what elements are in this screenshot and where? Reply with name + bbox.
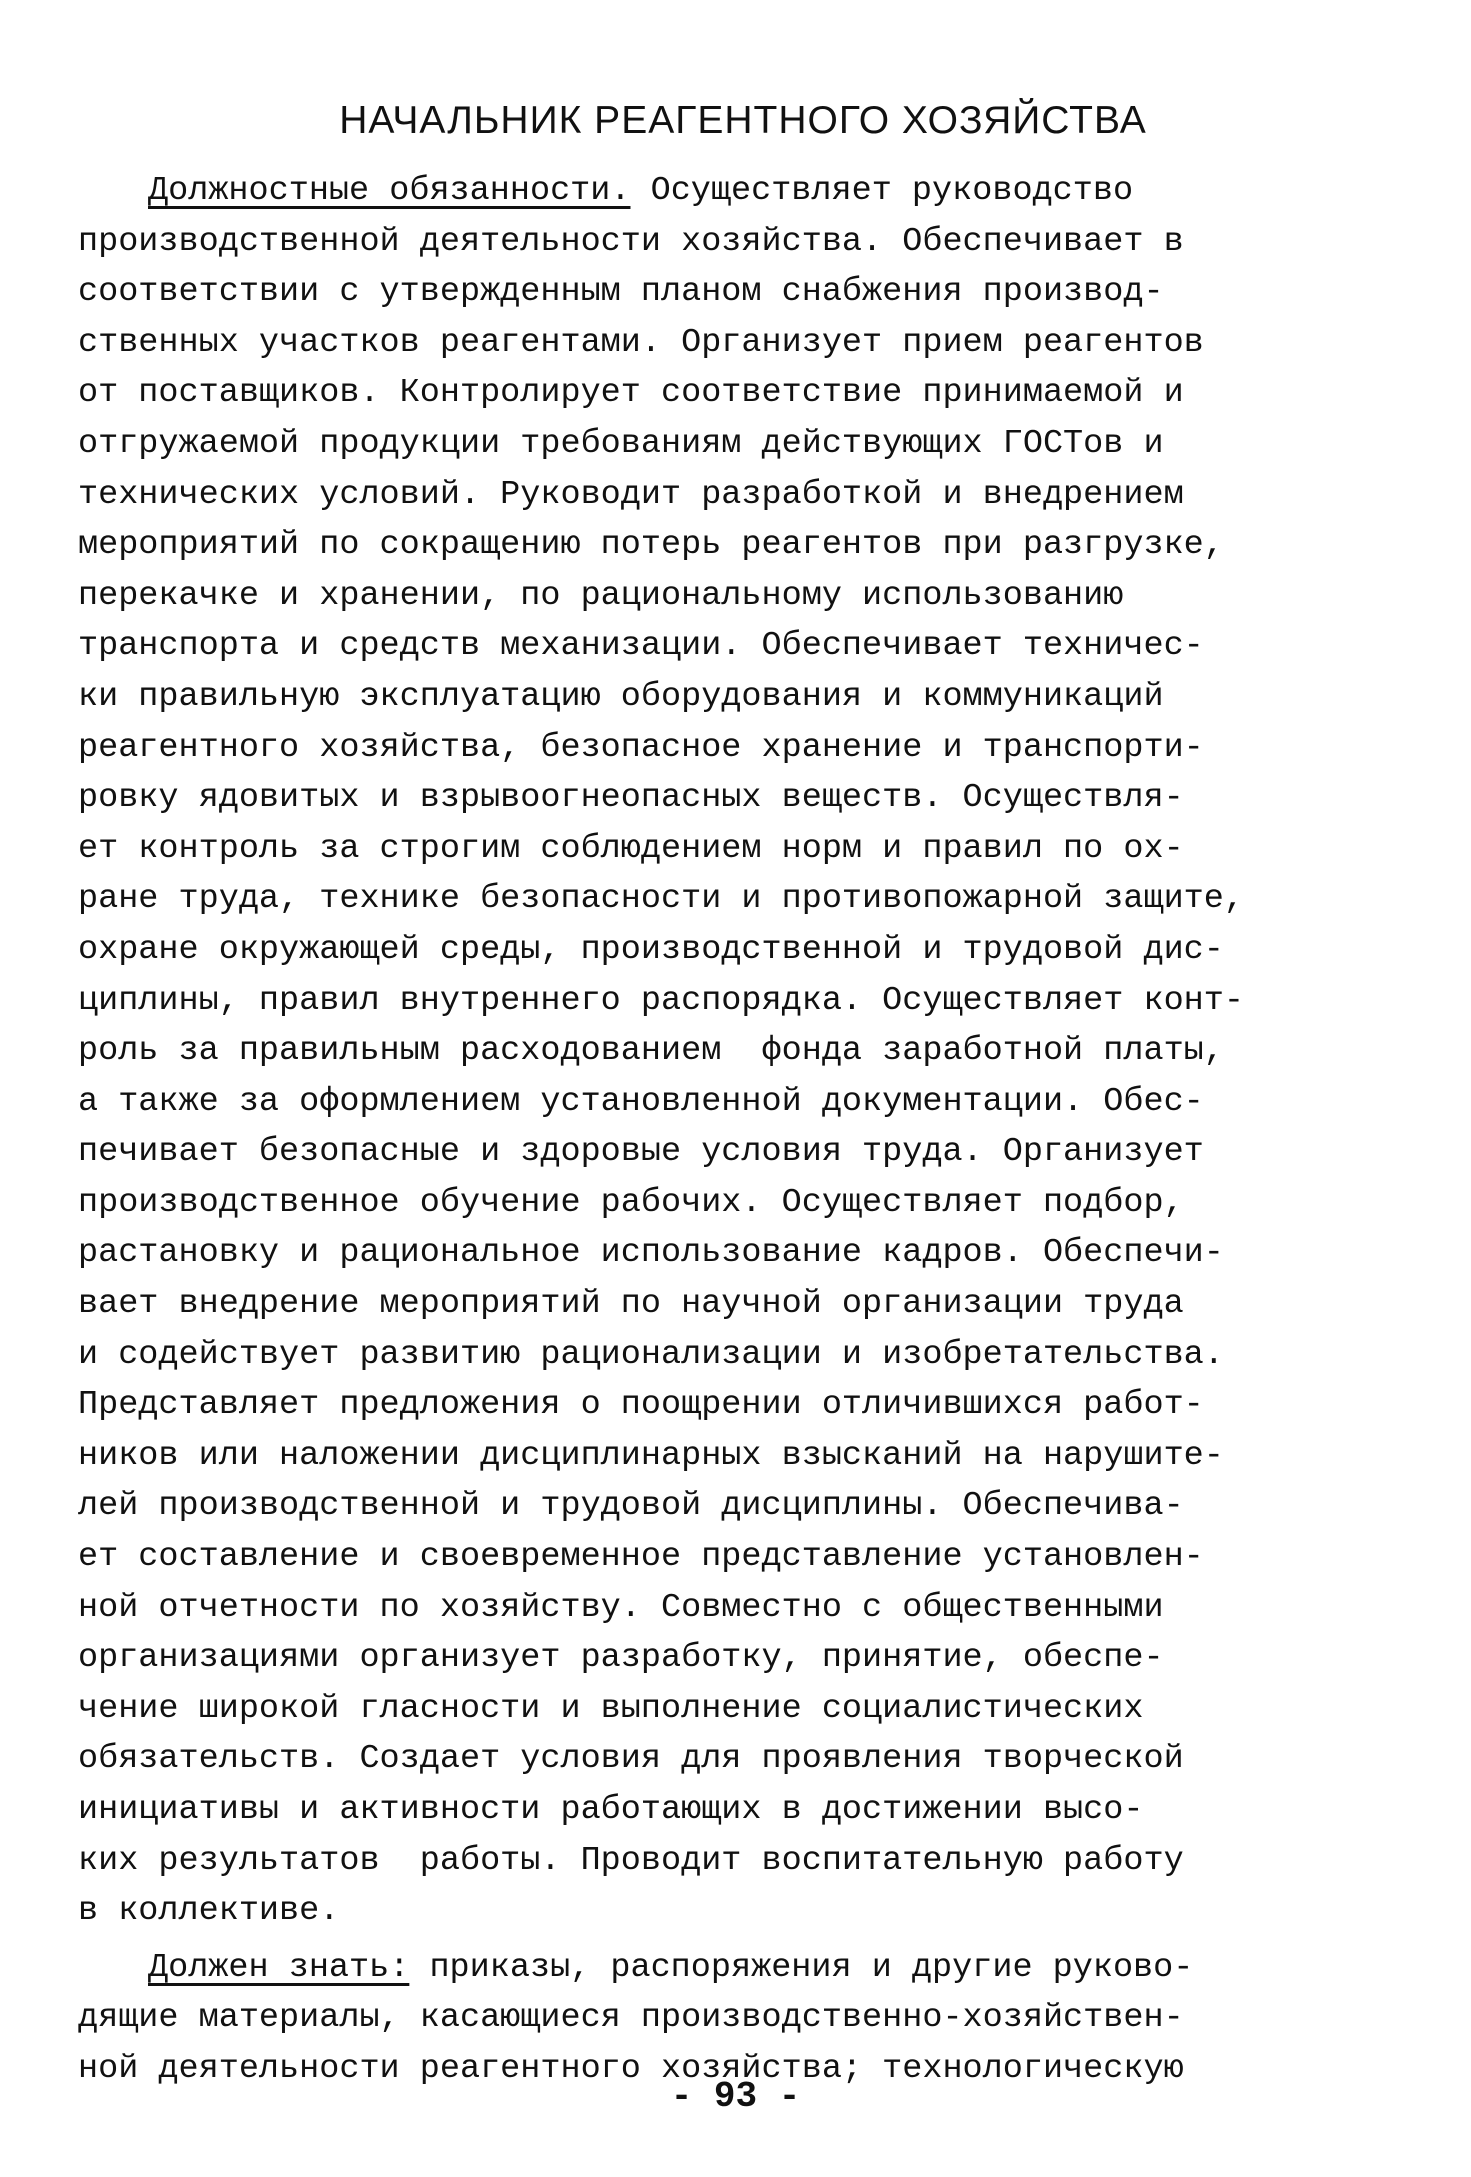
duties-line: реагентного хозяйства, безопасное хранение и транспорти- bbox=[78, 728, 1204, 767]
duties-line: ровку ядовитых и взрывоогнеопасных веществ. Осуществля- bbox=[78, 779, 1184, 818]
duties-paragraph bbox=[78, 166, 1408, 1937]
duties-line: ников или наложении дисциплинарных взысканий на нарушите- bbox=[78, 1436, 1224, 1475]
knowledge-heading: Должен знать: bbox=[148, 1948, 410, 1987]
duties-line: перекачке и хранении, по рациональному использованию bbox=[78, 576, 1124, 615]
duties-line: ет контроль за строгим соблюдением норм и правил по ох- bbox=[78, 829, 1184, 868]
duties-line: циплины, правил внутреннего распорядка. Осуществляет конт- bbox=[78, 981, 1244, 1020]
duties-first-line bbox=[78, 166, 1408, 217]
duties-line: инициативы и активности работающих в достижении высо- bbox=[78, 1791, 1144, 1829]
duties-line: обязательств. Создает условия для проявления творческой bbox=[78, 1740, 1184, 1779]
page-title: НАЧАЛЬНИК РЕАГЕНТНОГО ХОЗЯЙСТВА bbox=[339, 99, 1147, 142]
duties-line: чение широкой гласности и выполнение социалистических bbox=[78, 1689, 1144, 1728]
duties-line: отгружаемой продукции требованиям действующих ГОСТов и bbox=[78, 424, 1164, 463]
duties-line: Представляет предложения о поощрении отличившихся работ- bbox=[78, 1386, 1204, 1425]
duties-heading: Должностные обязанности. bbox=[148, 172, 631, 210]
duties-line: ственных участков реагентами. Организует прием реагентов bbox=[78, 323, 1204, 362]
document-page bbox=[78, 80, 1408, 2095]
duties-first-line-text: Осуществляет руководство bbox=[630, 172, 1134, 210]
duties-line: соответствии с утвержденным планом снабжения производ- bbox=[78, 273, 1164, 312]
knowledge-first-line bbox=[78, 1943, 1408, 1994]
duties-line: в коллективе. bbox=[78, 1892, 340, 1931]
duties-line: печивает безопасные и здоровые условия труда. Организует bbox=[78, 1133, 1204, 1172]
knowledge-paragraph bbox=[78, 1943, 1408, 2095]
duties-line: организациями организует разработку, принятие, обеспе- bbox=[78, 1639, 1164, 1678]
duties-line: от поставщиков. Контролирует соответствие принимаемой и bbox=[78, 374, 1184, 413]
duties-line: транспорта и средств механизации. Обеспечивает техничес- bbox=[78, 627, 1204, 666]
duties-line: ране труда, технике безопасности и противопожарной защите, bbox=[78, 880, 1244, 919]
duties-line: растановку и рациональное использование кадров. Обеспечи- bbox=[78, 1234, 1224, 1273]
page-number: - 93 - bbox=[670, 2076, 801, 2117]
knowledge-line: дящие материалы, касающиеся производственно-хозяйствен- bbox=[78, 1999, 1184, 2038]
duties-line: производственной деятельности хозяйства. Обеспечивает в bbox=[78, 222, 1184, 261]
duties-line: вает внедрение мероприятий по научной организации труда bbox=[78, 1285, 1184, 1324]
duties-line: роль за правильным расходованием фонда заработной платы, bbox=[78, 1032, 1224, 1071]
duties-line: лей производственной и трудовой дисциплины. Обеспечива- bbox=[78, 1487, 1184, 1526]
knowledge-first-line-text: приказы, распоряжения и другие руково- bbox=[409, 1948, 1194, 1987]
duties-line: ких результатов работы. Проводит воспитательную работу bbox=[78, 1841, 1184, 1880]
duties-line: ет составление и своевременное представление установлен- bbox=[78, 1538, 1204, 1577]
duties-line: производственное обучение рабочих. Осуществляет подбор, bbox=[78, 1183, 1184, 1222]
knowledge-line: ной деятельности реагентного хозяйства; технологическую bbox=[78, 2049, 1184, 2088]
duties-line: ной отчетности по хозяйству. Совместно с общественными bbox=[78, 1588, 1164, 1627]
duties-line: технических условий. Руководит разработкой и внедрением bbox=[78, 475, 1184, 514]
duties-line: ки правильную эксплуатацию оборудования и коммуникаций bbox=[78, 677, 1164, 716]
duties-line: и содействует развитию рационализации и изобретательства. bbox=[78, 1335, 1224, 1374]
duties-line: мероприятий по сокращению потерь реагентов при разгрузке, bbox=[78, 526, 1224, 565]
duties-line: охране окружающей среды, производственной и трудовой дис- bbox=[78, 930, 1224, 969]
duties-line: а также за оформлением установленной документации. Обес- bbox=[78, 1082, 1204, 1121]
